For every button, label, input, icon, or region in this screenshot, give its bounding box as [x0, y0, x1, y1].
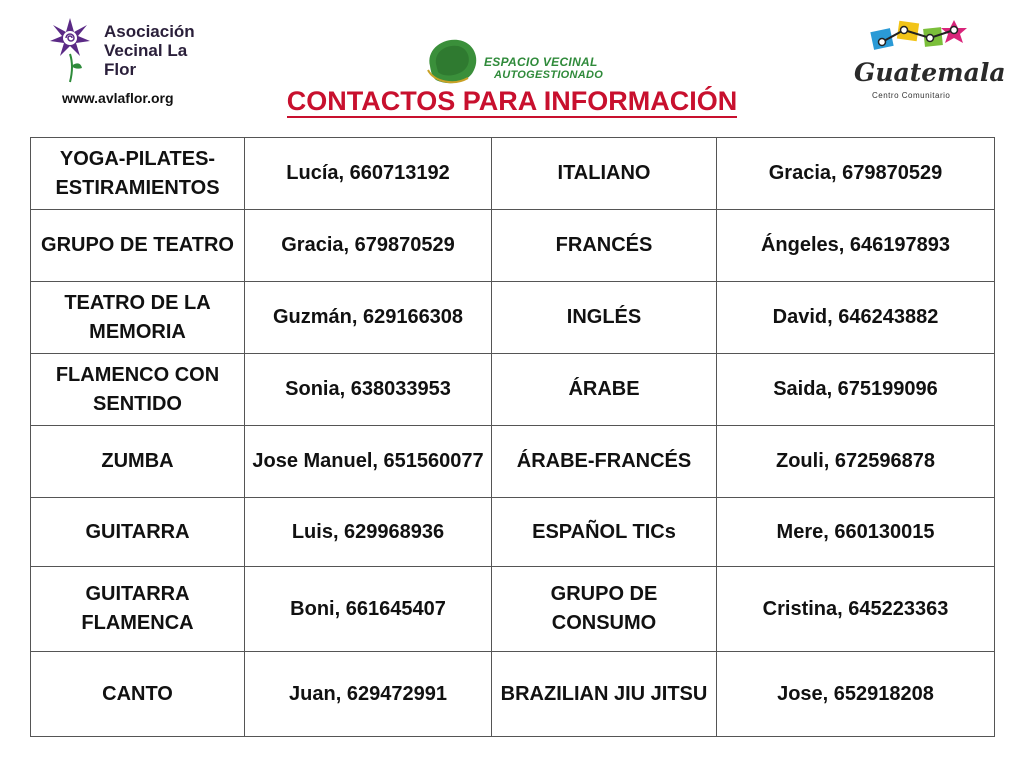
table-row — [31, 652, 995, 737]
right-logo-subtitle: Centro Comunitario — [872, 91, 951, 100]
contact-cell: David, 646243882 — [717, 282, 995, 354]
activity-cell: FLAMENCO CON SENTIDO — [31, 354, 245, 426]
page-title-text: CONTACTOS PARA INFORMACIÓN — [286, 86, 738, 116]
center-logo-line1: ESPACIO VECINAL — [484, 55, 598, 69]
table-row — [31, 282, 995, 354]
contact-cell: Gracia, 679870529 — [717, 138, 995, 210]
contact-cell: Guzmán, 629166308 — [245, 282, 492, 354]
table-row — [31, 498, 995, 567]
contact-cell: Saida, 675199096 — [717, 354, 995, 426]
contact-cell: Sonia, 638033953 — [245, 354, 492, 426]
activity-cell: INGLÉS — [492, 282, 717, 354]
contact-cell: Juan, 629472991 — [245, 652, 492, 737]
contact-cell: Boni, 661645407 — [245, 567, 492, 652]
colored-shapes-icon — [868, 18, 968, 58]
activity-cell: ÁRABE-FRANCÉS — [492, 426, 717, 498]
table-row — [31, 354, 995, 426]
activity-cell: YOGA-PILATES-ESTIRAMIENTOS — [31, 138, 245, 210]
left-logo-url[interactable]: www.avlaflor.org — [62, 90, 174, 106]
activity-cell: ZUMBA — [31, 426, 245, 498]
contact-cell: Zouli, 672596878 — [717, 426, 995, 498]
center-logo-line2: AUTOGESTIONADO — [494, 69, 604, 81]
activity-cell: CANTO — [31, 652, 245, 737]
contacts-table — [30, 137, 995, 737]
activity-cell: ESPAÑOL TICs — [492, 498, 717, 567]
activity-cell: GUITARRA FLAMENCA — [31, 567, 245, 652]
contact-cell: Jose Manuel, 651560077 — [245, 426, 492, 498]
table-row — [31, 567, 995, 652]
contact-cell: Lucía, 660713192 — [245, 138, 492, 210]
activity-cell: BRAZILIAN JIU JITSU — [492, 652, 717, 737]
contact-cell: Gracia, 679870529 — [245, 210, 492, 282]
activity-cell: FRANCÉS — [492, 210, 717, 282]
right-logo-name: Guatemala — [854, 58, 1006, 87]
espacio-vecinal-logo — [424, 36, 614, 90]
contact-cell: Jose, 652918208 — [717, 652, 995, 737]
activity-cell: GRUPO DE TEATRO — [31, 210, 245, 282]
activity-cell: GRUPO DE CONSUMO — [492, 567, 717, 652]
page-title — [0, 86, 1024, 117]
activity-cell: ITALIANO — [492, 138, 717, 210]
contact-cell: Cristina, 645223363 — [717, 567, 995, 652]
table-row — [31, 426, 995, 498]
activity-cell: GUITARRA — [31, 498, 245, 567]
green-blob-icon — [424, 36, 480, 86]
activity-cell: TEATRO DE LA MEMORIA — [31, 282, 245, 354]
table-row — [31, 210, 995, 282]
contact-cell: Mere, 660130015 — [717, 498, 995, 567]
left-logo-name: Asociación Vecinal La Flor — [104, 22, 195, 79]
flower-icon — [48, 14, 100, 84]
table-row — [31, 138, 995, 210]
activity-cell: ÁRABE — [492, 354, 717, 426]
contact-cell: Ángeles, 646197893 — [717, 210, 995, 282]
contact-cell: Luis, 629968936 — [245, 498, 492, 567]
